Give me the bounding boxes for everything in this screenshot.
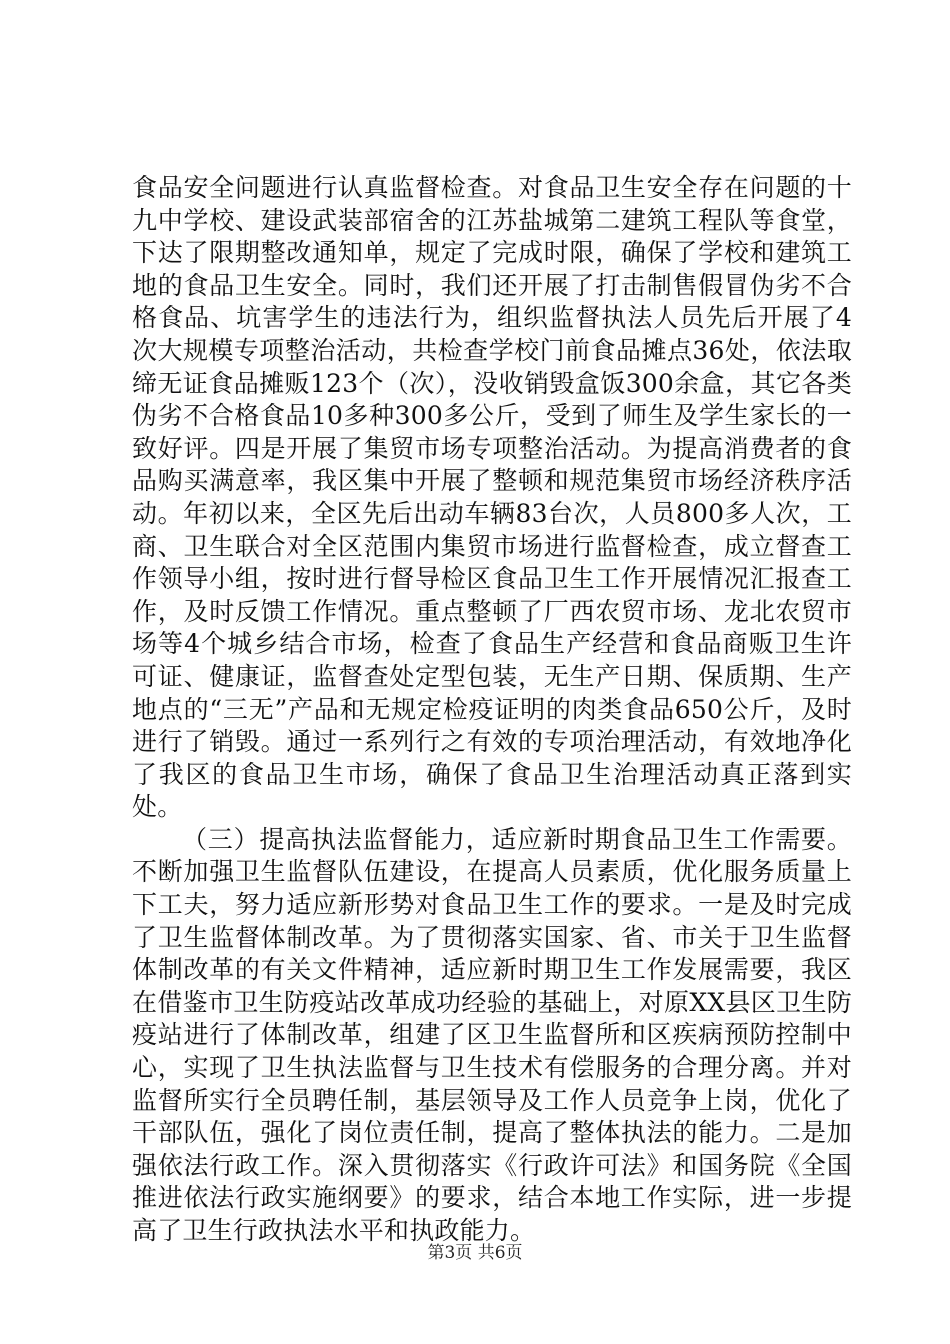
paragraph-1: 食品安全问题进行认真监督检查。对食品卫生安全存在问题的十九中学校、建设武装部宿舍的江苏盐城第二建筑工程队等食堂，下达了限期整改通知单，规定了完成时限，确保了学校和建筑工地的食品卫生安全。同时，我们还开展了打击制售假冒伪劣不合格食品、坑害学生的违法行为，组织监督执法人员先后开展了4次大规模专项整治活动，共检查学校门前食品摊点36处，依法取缔无证食品摊贩123个（次），没收销毁盒饭300余盒，其它各类伪劣不合格食品10多种300多公斤，受到了师生及学生家长的一致好评。四是开展了集贸市场专项整治活动。为提高消费者的食品购买满意率，我区集中开展了整顿和规范集贸市场经济秩序活动。年初以来，全区先后出动车辆83台次，人员800多人次，工商、卫生联合对全区范围内集贸市场进行监督检查，成立督查工作领导小组，按时进行督导检区食品卫生工作开展情况汇报查工作，及时反馈工作情况。重点整顿了厂西农贸市场、龙北农贸市场等4个城乡结合市场，检查了食品生产经营和食品商贩卫生许可证、健康证，监督查处定型包装，无生产日期、保质期、生产地点的“三无”产品和无规定检疫证明的肉类食品650公斤，及时进行了销毁。通过一系列行之有效的专项治理活动，有效地净化了我区的食品卫生市场，确保了食品卫生治理活动真正落到实处。 <box>132 173 852 822</box>
document-body <box>132 172 852 1248</box>
paragraph-2: （三）提高执法监督能力，适应新时期食品卫生工作需要。不断加强卫生监督队伍建设，在提高人员素质，优化服务质量上下工夫，努力适应新形势对食品卫生工作的要求。一是及时完成了卫生监督体制改革。为了贯彻落实国家、省、市关于卫生监督体制改革的有关文件精神，适应新时期卫生工作发展需要，我区在借鉴市卫生防疫站改革成功经验的基础上，对原XX县区卫生防疫站进行了体制改革，组建了区卫生监督所和区疾病预防控制中心，实现了卫生执法监督与卫生技术有偿服务的合理分离。并对监督所实行全员聘任制，基层领导及工作人员竞争上岗，优化了干部队伍，强化了岗位责任制，提高了整体执法的能力。二是加强依法行政工作。深入贯彻落实《行政许可法》和国务院《全国推进依法行政实施纲要》的要求，结合本地工作实际，进一步提高了卫生行政执法水平和执政能力。 <box>132 824 852 1245</box>
page-number-footer: 第3页 共6页 <box>427 1243 523 1263</box>
